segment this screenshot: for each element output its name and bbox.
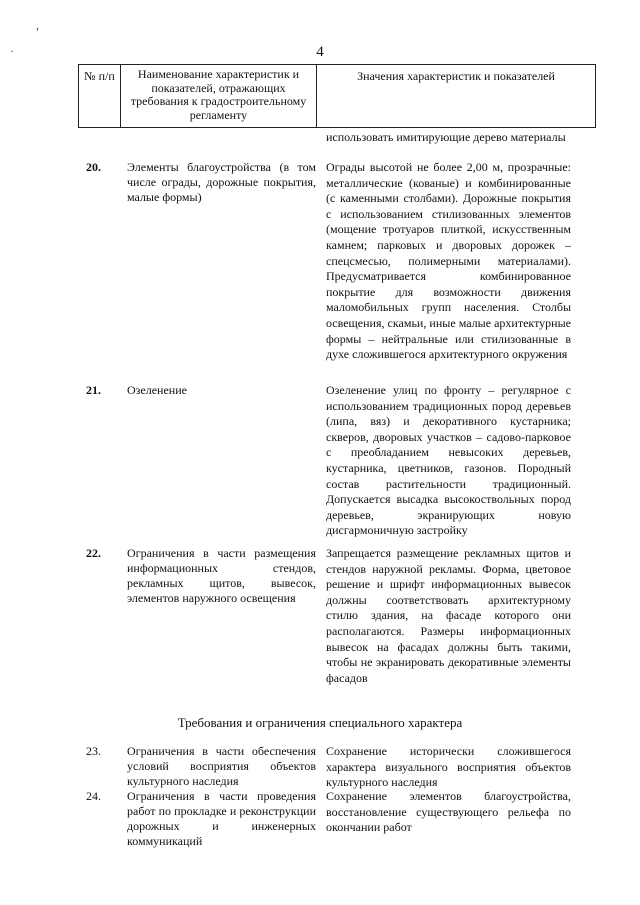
row-name: Ограничения в части размещения информационных стендов, рекламных щитов, вывесок, элементов наружного освещения xyxy=(127,546,316,605)
row-value: Озеленение улиц по фронту – регулярное с использованием традиционных пород деревьев (липа, вяз) и декоративного кустарника; скверов, дворовых участков – садово-парковое с преобладанием невысоких деревьев, кустарника, цветников, газонов. Породный состав растительности традиционный. Допускается высадка высокоствольных пород деревьев, экранирующих новую дисгармоничную застройку xyxy=(326,383,571,538)
header-col-name: Наименование характеристик и показателей, отражающих требования к градостроительному регламенту xyxy=(121,65,317,127)
header-col-value: Значения характеристик и показателей xyxy=(357,69,555,83)
table-header xyxy=(78,64,596,128)
scan-mark: , xyxy=(36,18,39,32)
row-value: Сохранение элементов благоустройства, восстановление существующего рельефа по окончании работ xyxy=(326,789,571,835)
continuation-text: использовать имитирующие дерево материалы xyxy=(326,130,566,144)
row-name: Ограничения в части обеспечения условий восприятия объектов культурного наследия xyxy=(127,744,316,788)
row-name: Элементы благоустройства (в том числе ограды, дорожные покрытия, малые формы) xyxy=(127,160,316,204)
page-number: 4 xyxy=(316,44,324,60)
row-number: 24. xyxy=(86,789,101,803)
header-col-number: № п/п xyxy=(79,65,121,127)
row-number: 22. xyxy=(86,546,101,560)
row-value: Ограды высотой не более 2,00 м, прозрачные: металлические (кованые) и комбинированные (с каменными столбами). Дорожные покрытия с использованием стилизованных элементов (мощение тротуаров плиткой, искусственным камнем; парковых и дворовых дорожек – спецсмесью, полимерными материалами). Предусматривается комбинированное покрытие для возможности движения маломобильных групп населения. Столбы освещения, скамьи, иные малые архитектурные формы – нейтральные или стилизованные в духе сложившегося архитектурного окружения xyxy=(326,160,571,362)
row-value: Запрещается размещение рекламных щитов и стендов наружной рекламы. Форма, цветовое решение и шрифт информационных вывесок должны соответствовать архитектурному стилю здания, на фасаде которого они располагаются. Размеры информационных вывесок на фасадах должны быть такими, чтобы не экранировать декоративные элементы фасадов xyxy=(326,546,571,685)
row-value: Сохранение исторически сложившегося характера визуального восприятия объектов культурного наследия xyxy=(326,744,571,790)
row-name: Озеленение xyxy=(127,383,187,397)
row-name: Ограничения в части проведения работ по прокладке и реконструкции дорожных и инженерных коммуникаций xyxy=(127,789,316,848)
scan-mark: · xyxy=(10,44,14,58)
row-number: 21. xyxy=(86,383,101,397)
row-number: 23. xyxy=(86,744,101,758)
row-number: 20. xyxy=(86,160,101,174)
section-title: Требования и ограничения специального характера xyxy=(177,715,463,730)
